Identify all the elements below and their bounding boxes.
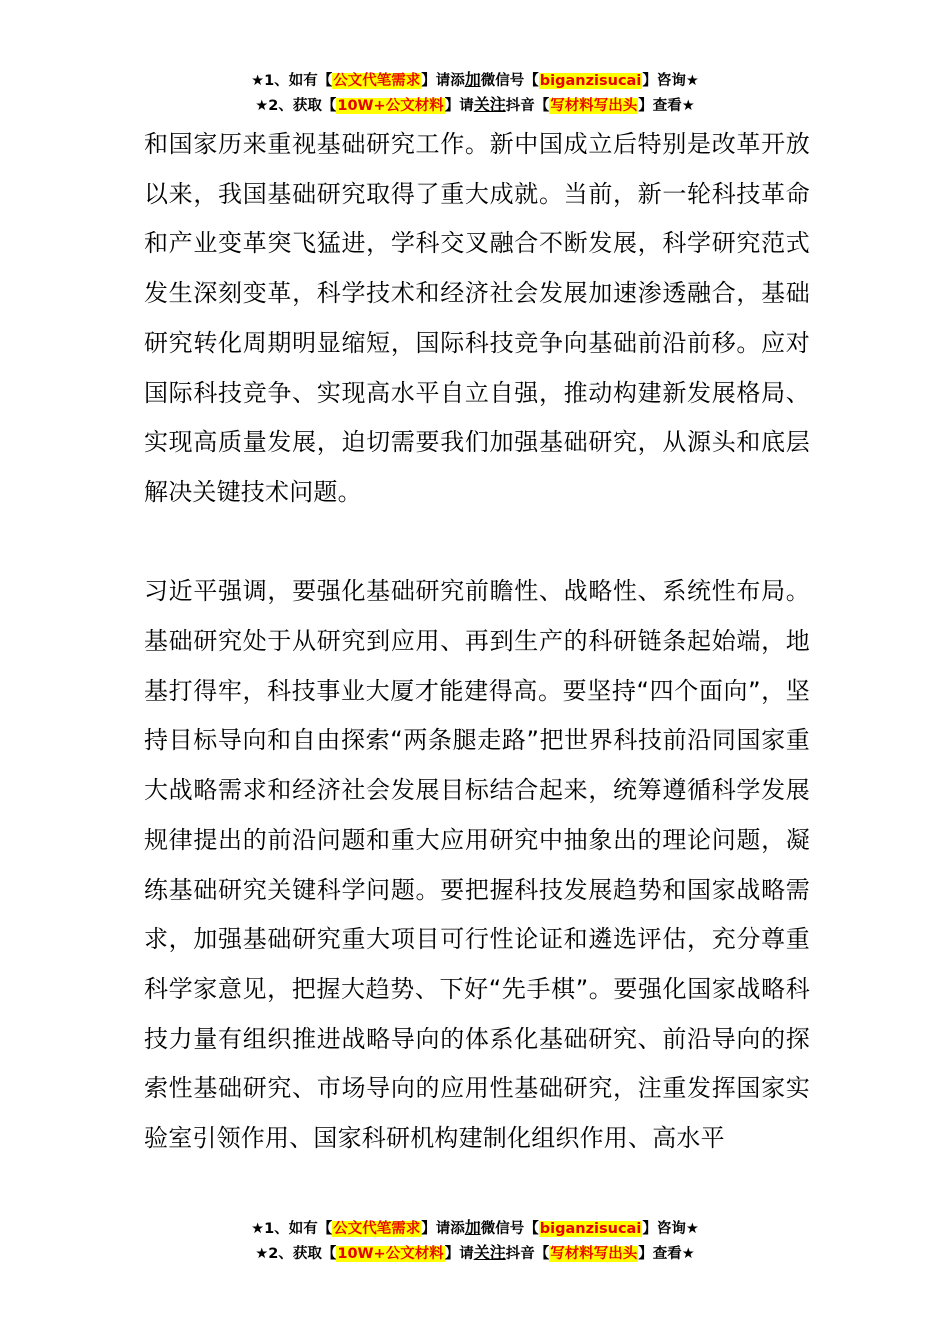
banner-line-2 <box>0 93 950 118</box>
banner-text: 抖音【 <box>505 1246 550 1262</box>
banner-line-2 <box>0 1241 950 1266</box>
banner-text: 微信号【 <box>480 73 539 89</box>
banner-underlined-text: 关注 <box>473 1243 506 1262</box>
bottom-banner <box>0 1216 950 1266</box>
banner-text: 】请 <box>444 1246 474 1262</box>
banner-text: 微信号【 <box>480 1221 539 1237</box>
banner-text: ★1、如有【 <box>251 1221 333 1237</box>
banner-text: ★2、获取【 <box>255 1246 337 1262</box>
banner-highlight-wechat-id: biganzisucai <box>539 1221 642 1237</box>
banner-text: 】咨询★ <box>642 1221 699 1237</box>
banner-line-1 <box>0 68 950 93</box>
banner-highlight: 公文代笔需求 <box>333 73 421 89</box>
banner-highlight: 10W+公文材料 <box>337 1246 444 1262</box>
banner-highlight-douyin-name: 写材料写出头 <box>550 1246 638 1262</box>
banner-underlined-text: 加 <box>464 70 481 89</box>
banner-line-1 <box>0 1216 950 1241</box>
banner-text: 】查看★ <box>638 1246 695 1262</box>
banner-text: ★2、获取【 <box>255 98 337 114</box>
document-body <box>144 120 810 1164</box>
banner-text: 】请添 <box>421 73 465 89</box>
banner-text: 】咨询★ <box>642 73 699 89</box>
paragraph-2: 习近平强调，要强化基础研究前瞻性、战略性、系统性布局。基础研究处于从研究到应用、再到生产的科研链条起始端，地基打得牢，科技事业大厦才能建得高。要坚持“四个面向”，坚持目标导向和自由探索“两条腿走路”把世界科技前沿同国家重大战略需求和经济社会发展目标结合起来，统筹遵循科学发展规律提出的前沿问题和重大应用研究中抽象出的理论问题，凝练基础研究关键科学问题。要把握科技发展趋势和国家战略需求，加强基础研究重大项目可行性论证和遴选评估，充分尊重科学家意见，把握大趋势、下好“先手棋”。要强化国家战略科技力量有组织推进战略导向的体系化基础研究、前沿导向的探索性基础研究、市场导向的应用性基础研究，注重发挥国家实验室引领作用、国家科研机构建制化组织作用、高水平 <box>144 577 810 1153</box>
banner-text: 】请添 <box>421 1221 465 1237</box>
banner-highlight: 公文代笔需求 <box>333 1221 421 1237</box>
banner-underlined-text: 加 <box>464 1218 481 1237</box>
banner-highlight-wechat-id: biganzisucai <box>539 73 642 89</box>
banner-text: 】查看★ <box>638 98 695 114</box>
banner-text: 】请 <box>444 98 474 114</box>
banner-highlight: 10W+公文材料 <box>337 98 444 114</box>
banner-highlight-douyin-name: 写材料写出头 <box>550 98 638 114</box>
banner-text: 抖音【 <box>505 98 550 114</box>
banner-text: ★1、如有【 <box>251 73 333 89</box>
paragraph-1: 和国家历来重视基础研究工作。新中国成立后特别是改革开放以来，我国基础研究取得了重大成就。当前，新一轮科技革命和产业变革突飞猛进，学科交叉融合不断发展，科学研究范式发生深刻变革，科学技术和经济社会发展加速渗透融合，基础研究转化周期明显缩短，国际科技竞争向基础前沿前移。应对国际科技竞争、实现高水平自立自强，推动构建新发展格局、实现高质量发展，迫切需要我们加强基础研究，从源头和底层解决关键技术问题。 <box>144 130 810 506</box>
top-banner <box>0 68 950 118</box>
banner-underlined-text: 关注 <box>473 95 506 114</box>
